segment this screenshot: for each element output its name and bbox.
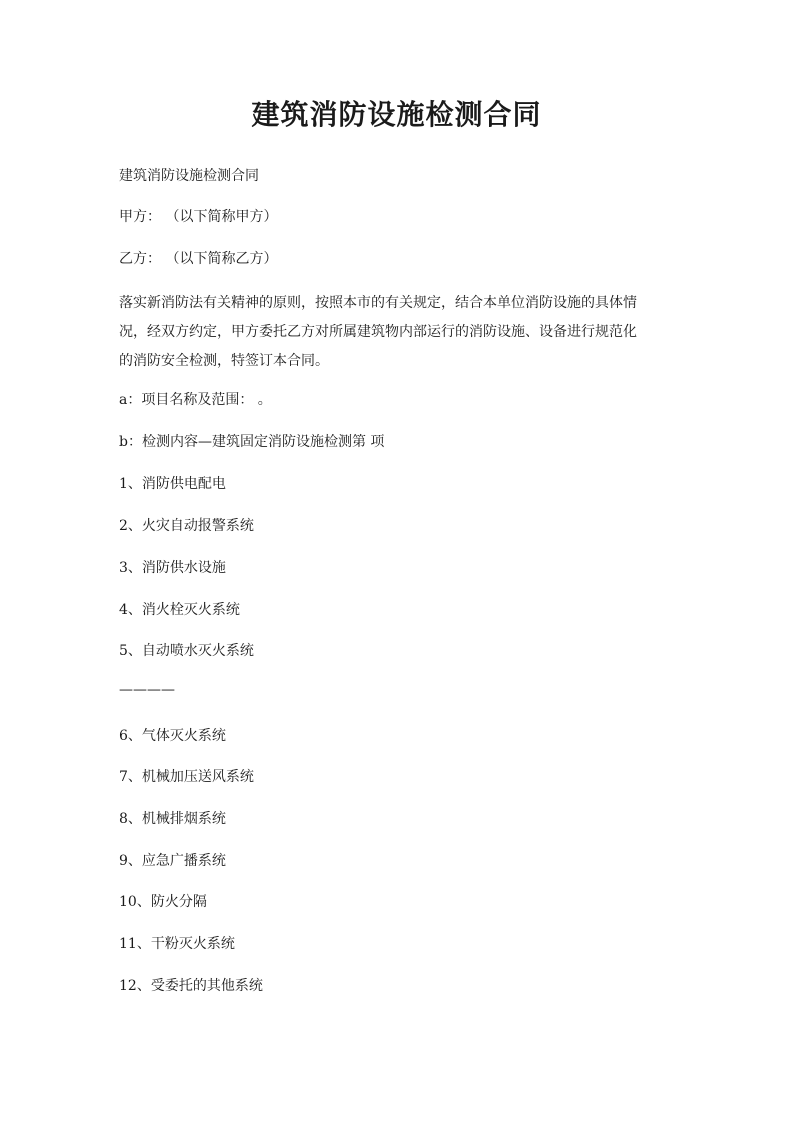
list-item: 7、机械加压送风系统 (119, 769, 254, 785)
intro-line: 的消防安全检测，特签订本合同。 (119, 353, 329, 369)
list-item: 2、火灾自动报警系统 (119, 518, 254, 534)
clause-a: a：项目名称及范围： 。 (119, 392, 272, 408)
list-item: 11、干粉灭火系统 (119, 936, 235, 952)
document-subtitle: 建筑消防设施检测合同 (119, 168, 259, 184)
intro-line: 况，经双方约定，甲方委托乙方对所属建筑物内部运行的消防设施、设备进行规范化 (119, 324, 637, 340)
list-item: 6、气体灭火系统 (119, 728, 226, 744)
list-item: 4、消火栓灭火系统 (119, 602, 240, 618)
party-b-line: 乙方： （以下简称乙方） (119, 251, 278, 267)
list-item: 10、防火分隔 (119, 894, 207, 910)
clause-b: b：检测内容—建筑固定消防设施检测第 项 (119, 434, 385, 450)
list-item: 3、消防供水设施 (119, 560, 226, 576)
intro-paragraph (119, 289, 683, 376)
list-item: 9、应急广播系统 (119, 853, 226, 869)
list-item: 12、受委托的其他系统 (119, 978, 263, 994)
party-a-line: 甲方： （以下简称甲方） (119, 209, 278, 225)
separator-dashes: ———— (119, 682, 175, 698)
list-item: 8、机械排烟系统 (119, 811, 226, 827)
document-title: 建筑消防设施检测合同 (251, 98, 542, 131)
intro-line: 落实新消防法有关精神的原则，按照本市的有关规定，结合本单位消防设施的具体情 (119, 295, 637, 311)
list-item: 1、消防供电配电 (119, 476, 226, 492)
list-item: 5、自动喷水灭火系统 (119, 643, 254, 659)
